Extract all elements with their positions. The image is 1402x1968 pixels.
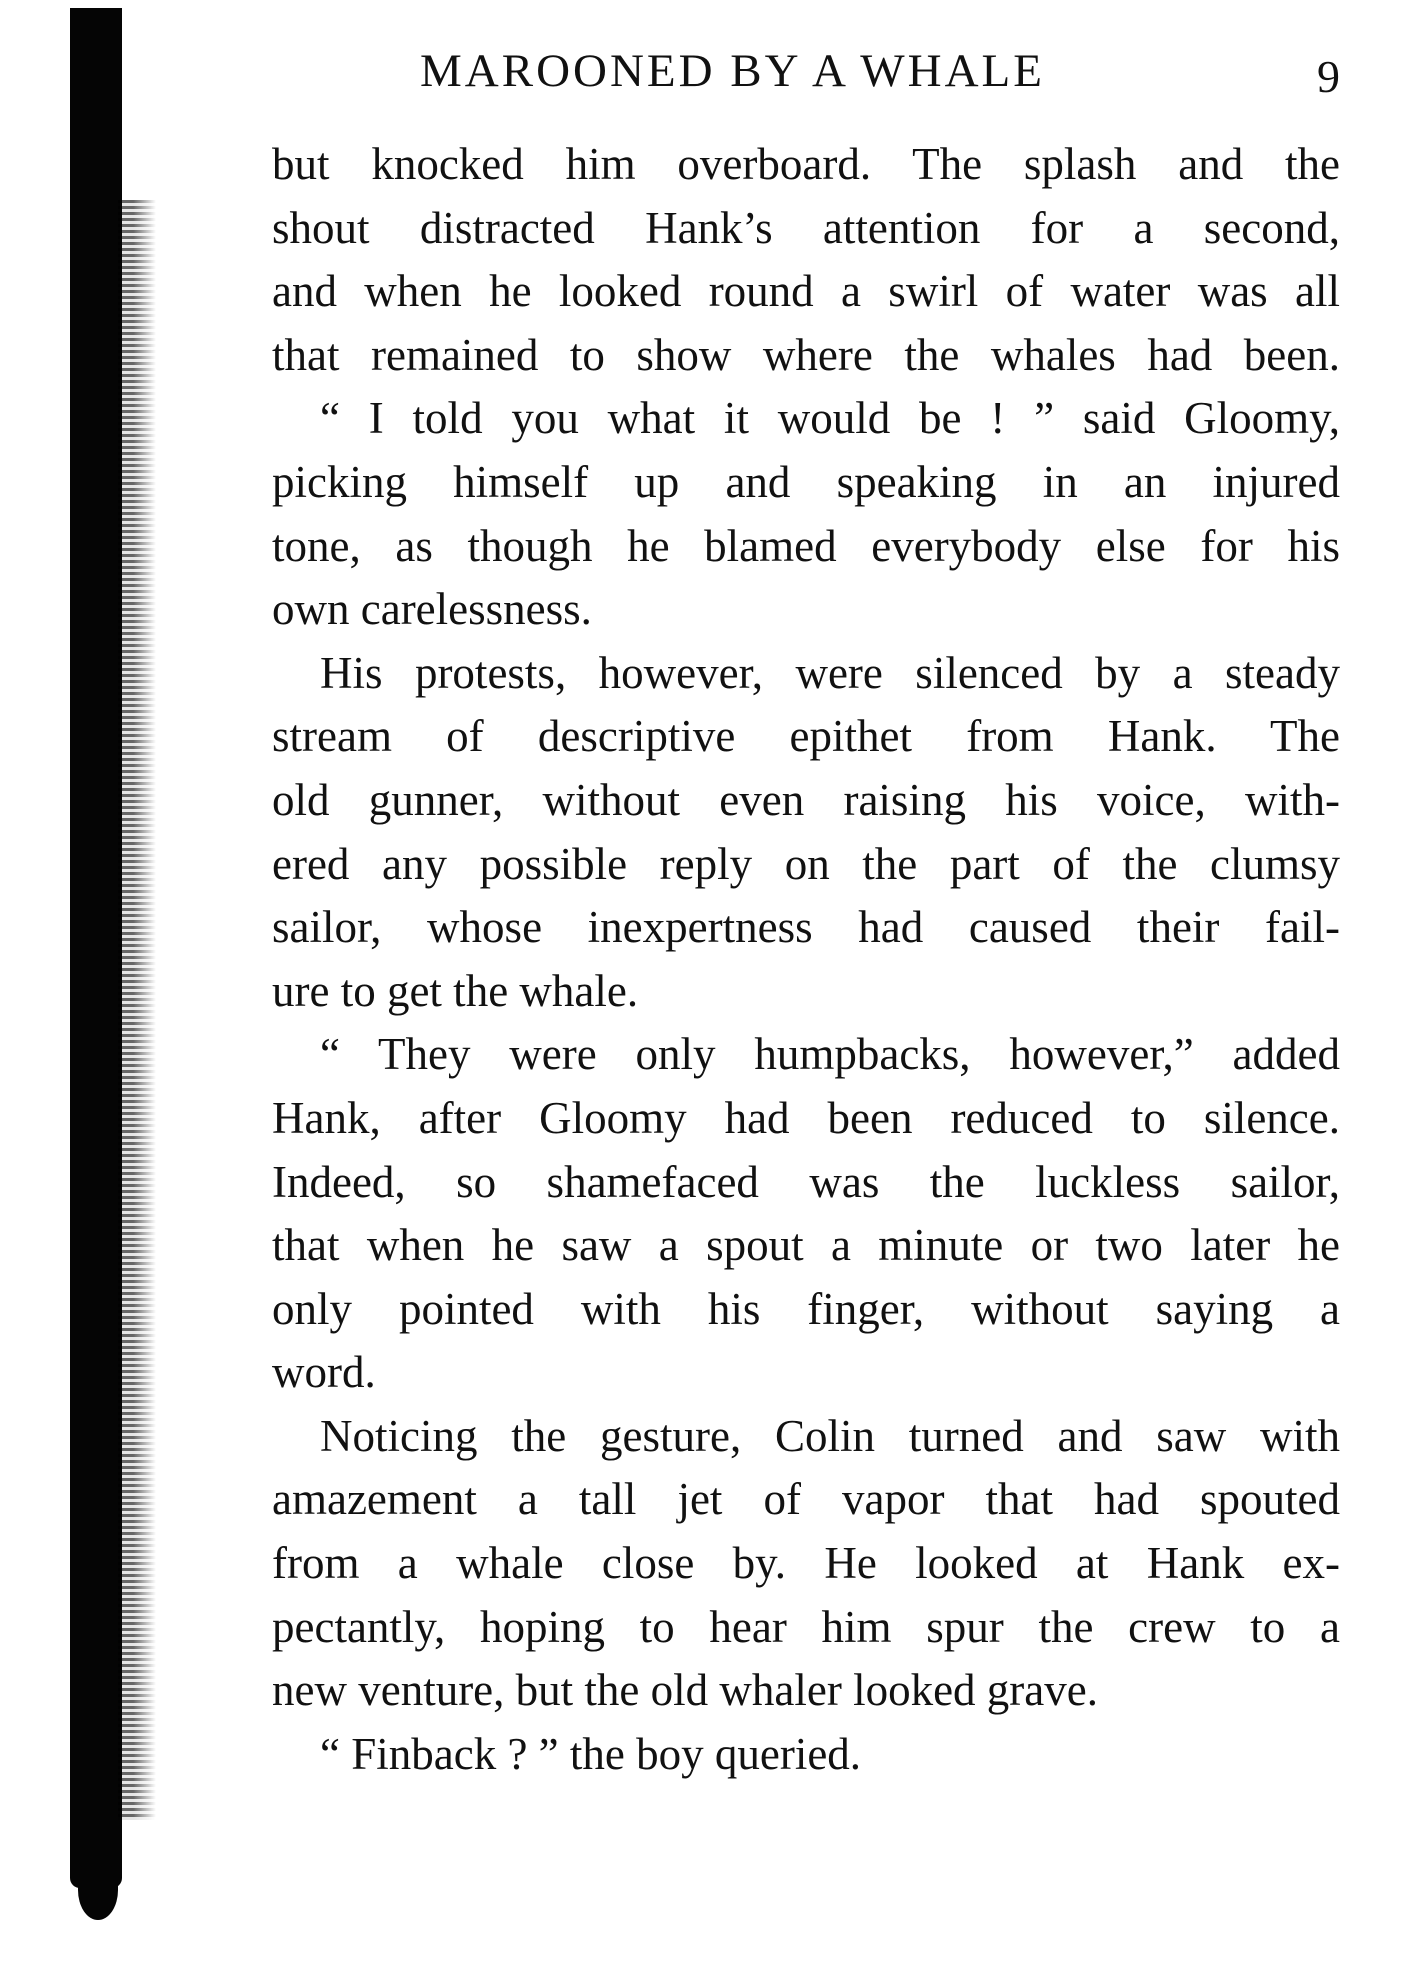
text-line: ure to get the whale. (272, 965, 639, 1016)
text-line: His protests, however, were silenced by a steady (320, 647, 1340, 698)
text-line: pectantly, hoping to hear him spur the crew to a (272, 1601, 1340, 1652)
text-line: only pointed with his finger, without saying a (272, 1283, 1340, 1334)
text-line: that when he saw a spout a minute or two later he (272, 1220, 1340, 1271)
page-binding-shadow (118, 200, 156, 1820)
text-line: amazement a tall jet of vapor that had spouted (272, 1474, 1340, 1525)
page-binding-tail (78, 1860, 118, 1920)
running-title: MAROONED BY A WHALE (420, 45, 1045, 97)
text-line: “ I told you what it would be ! ” said Gloomy, (320, 393, 1340, 444)
paragraph (272, 1023, 1340, 1405)
paragraph (272, 133, 1340, 387)
text-line: tone, as though he blamed everybody else for his (272, 520, 1340, 571)
text-line: shout distracted Hank’s attention for a second, (272, 202, 1340, 253)
running-head (272, 36, 1340, 106)
text-line: and when he looked round a swirl of water was all (272, 266, 1340, 317)
text-line: that remained to show where the whales had been. (272, 329, 1340, 380)
page-number: 9 (1317, 51, 1340, 102)
text-line: ered any possible reply on the part of the clumsy (272, 838, 1340, 889)
text-line: sailor, whose inexpertness had caused their fail- (272, 902, 1340, 953)
text-line: Noticing the gesture, Colin turned and saw with (320, 1410, 1340, 1461)
text-line: own carelessness. (272, 584, 592, 635)
text-line: picking himself up and speaking in an injured (272, 456, 1340, 507)
body-text (272, 133, 1340, 1786)
text-line: old gunner, without even raising his voice, with- (272, 774, 1340, 825)
text-line: new venture, but the old whaler looked grave. (272, 1665, 1098, 1716)
paragraph (272, 642, 1340, 1024)
text-line: from a whale close by. He looked at Hank ex- (272, 1538, 1340, 1589)
paragraph (272, 1405, 1340, 1723)
text-line: Indeed, so shamefaced was the luckless sailor, (272, 1156, 1340, 1207)
text-line: “ They were only humpbacks, however,” added (320, 1029, 1340, 1080)
text-line: “ Finback ? ” the boy queried. (320, 1728, 862, 1779)
text-line: stream of descriptive epithet from Hank. The (272, 711, 1340, 762)
text-line: word. (272, 1347, 376, 1398)
page-binding-edge (70, 8, 122, 1888)
paragraph (272, 1723, 1340, 1787)
text-line: Hank, after Gloomy had been reduced to silence. (272, 1092, 1340, 1143)
paragraph (272, 387, 1340, 641)
text-line: but knocked him overboard. The splash and the (272, 139, 1340, 189)
